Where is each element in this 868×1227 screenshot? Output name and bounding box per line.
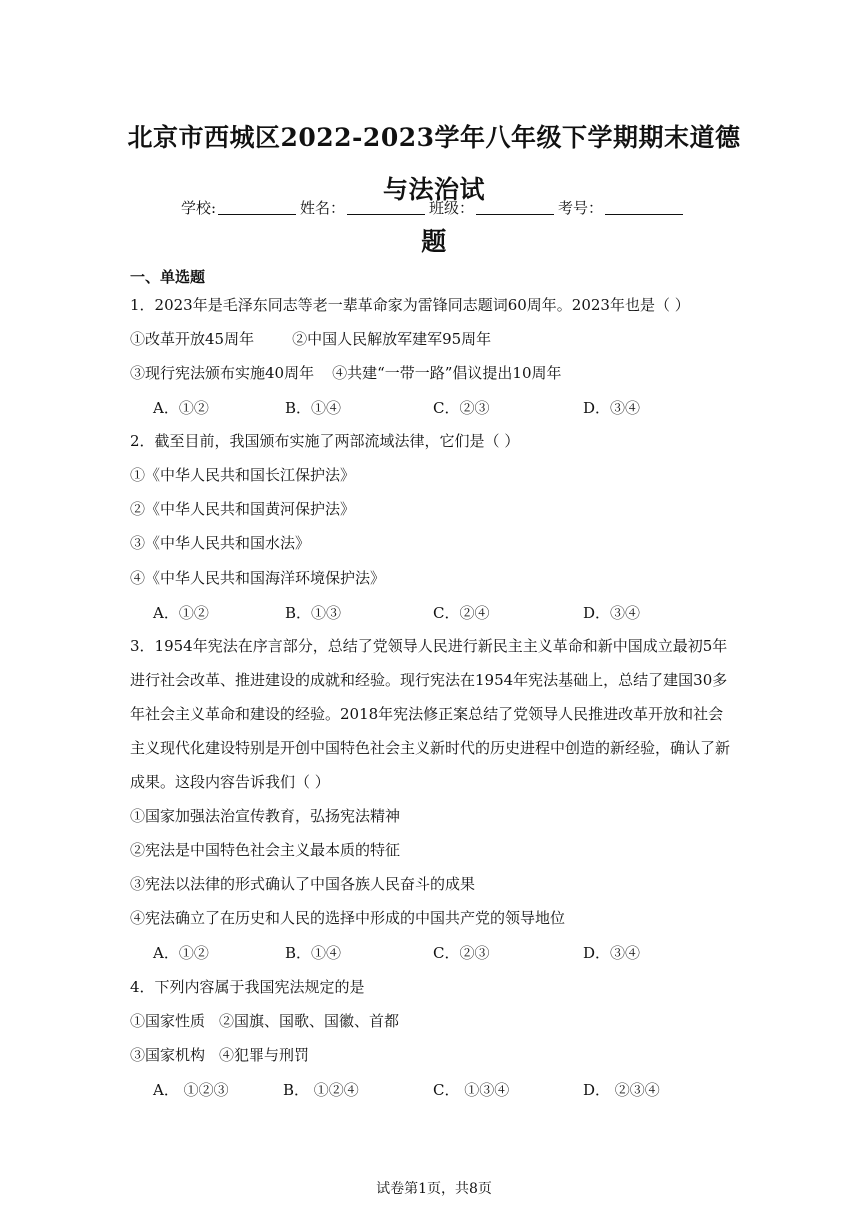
q2-statement-2: ②《中华人民共和国黄河保护法》 (130, 500, 356, 518)
q3-statement-1: ①国家加强法治宣传教育，弘扬宪法精神 (130, 807, 401, 825)
q3-option-d[interactable]: D．③④ (583, 944, 641, 962)
q3-stem-line-3: 年社会主义革命和建设的经验。2018年宪法修正案总结了党领导人民推进改革开放和社会 (130, 705, 724, 723)
name-label: 姓名： (300, 199, 346, 217)
q1-option-a[interactable]: A．①② (153, 399, 209, 417)
q3-stem-line-5: 成果。这段内容告诉我们（ ） (130, 773, 330, 791)
q1-stem: 1．2023年是毛泽东同志等老一辈革命家为雷锋同志题词60周年。2023年也是（ ） (130, 296, 690, 314)
q1-statement-1: ①改革开放45周年 (130, 330, 255, 348)
q3-stem-line-1: 3．1954年宪法在序言部分，总结了党领导人民进行新民主主义革命和新中国成立最初5年 (130, 637, 728, 655)
school-blank[interactable] (218, 198, 296, 215)
q2-option-d[interactable]: D．③④ (583, 604, 641, 622)
class-blank[interactable] (476, 198, 554, 215)
class-label: 班级： (429, 199, 475, 217)
q3-option-c[interactable]: C．②③ (433, 944, 490, 962)
title-line-1: 北京市西城区2022-2023学年八年级下学期期末道德与法治试 (127, 123, 741, 204)
q3-option-b[interactable]: B．①④ (285, 944, 342, 962)
q4-option-d[interactable]: D． ②③④ (583, 1081, 660, 1099)
name-blank[interactable] (347, 198, 425, 215)
q4-option-b[interactable]: B． ①②④ (283, 1081, 359, 1099)
q2-option-b[interactable]: B．①③ (285, 604, 342, 622)
q1-statement-3: ③现行宪法颁布实施40周年 (130, 364, 315, 382)
q3-statement-3: ③宪法以法律的形式确认了中国各族人民奋斗的成果 (130, 875, 476, 893)
page-footer: 试卷第1页，共8页 (376, 1181, 492, 1197)
q2-statement-1: ①《中华人民共和国长江保护法》 (130, 466, 356, 484)
q4-statements-row-2 (130, 1043, 309, 1067)
q2-option-c[interactable]: C．②④ (433, 604, 490, 622)
q3-statement-4: ④宪法确立了在历史和人民的选择中形成的中国共产党的领导地位 (130, 909, 566, 927)
q2-stem: 2．截至目前，我国颁布实施了两部流域法律，它们是（ ） (130, 432, 520, 450)
q1-statement-4: ④共建“一带一路”倡议提出10周年 (332, 364, 562, 382)
school-label: 学校: (180, 199, 216, 217)
q3-statement-2: ②宪法是中国特色社会主义最本质的特征 (130, 841, 401, 859)
q1-statements-row-1 (130, 327, 491, 351)
q3-stem-line-4: 主义现代化建设特别是开创中国特色社会主义新时代的历史进程中创造的新经验，确认了新 (130, 739, 731, 757)
number-label: 考号： (558, 199, 604, 217)
q4-statement-3: ③国家机构 (130, 1046, 206, 1064)
exam-title (120, 112, 748, 268)
section-heading: 一、单选题 (130, 268, 206, 286)
q3-option-a[interactable]: A．①② (153, 944, 209, 962)
q1-statement-2: ②中国人民解放军建军95周年 (292, 330, 492, 348)
q4-stem: 4．下列内容属于我国宪法规定的是 (130, 978, 365, 996)
q1-statements-row-2 (130, 361, 562, 385)
q1-option-b[interactable]: B．①④ (285, 399, 342, 417)
title-line-2: 题 (421, 227, 447, 256)
q2-option-a[interactable]: A．①② (153, 604, 209, 622)
q4-option-c[interactable]: C． ①③④ (433, 1081, 510, 1099)
q4-statement-1: ①国家性质 (130, 1012, 206, 1030)
q2-statement-3: ③《中华人民共和国水法》 (130, 534, 311, 552)
q1-option-c[interactable]: C．②③ (433, 399, 490, 417)
number-blank[interactable] (605, 198, 683, 215)
q4-option-a[interactable]: A． ①②③ (153, 1081, 229, 1099)
q4-statements-row-1 (130, 1009, 399, 1033)
q2-statement-4: ④《中华人民共和国海洋环境保护法》 (130, 569, 386, 587)
q4-statement-2: ②国旗、国歌、国徽、首都 (219, 1012, 400, 1030)
q4-statement-4: ④犯罪与刑罚 (219, 1046, 310, 1064)
student-info-line (0, 196, 868, 220)
q1-option-d[interactable]: D．③④ (583, 399, 641, 417)
q3-stem-line-2: 进行社会改革、推进建设的成就和经验。现行宪法在1954年宪法基础上，总结了建国30多 (130, 671, 728, 689)
